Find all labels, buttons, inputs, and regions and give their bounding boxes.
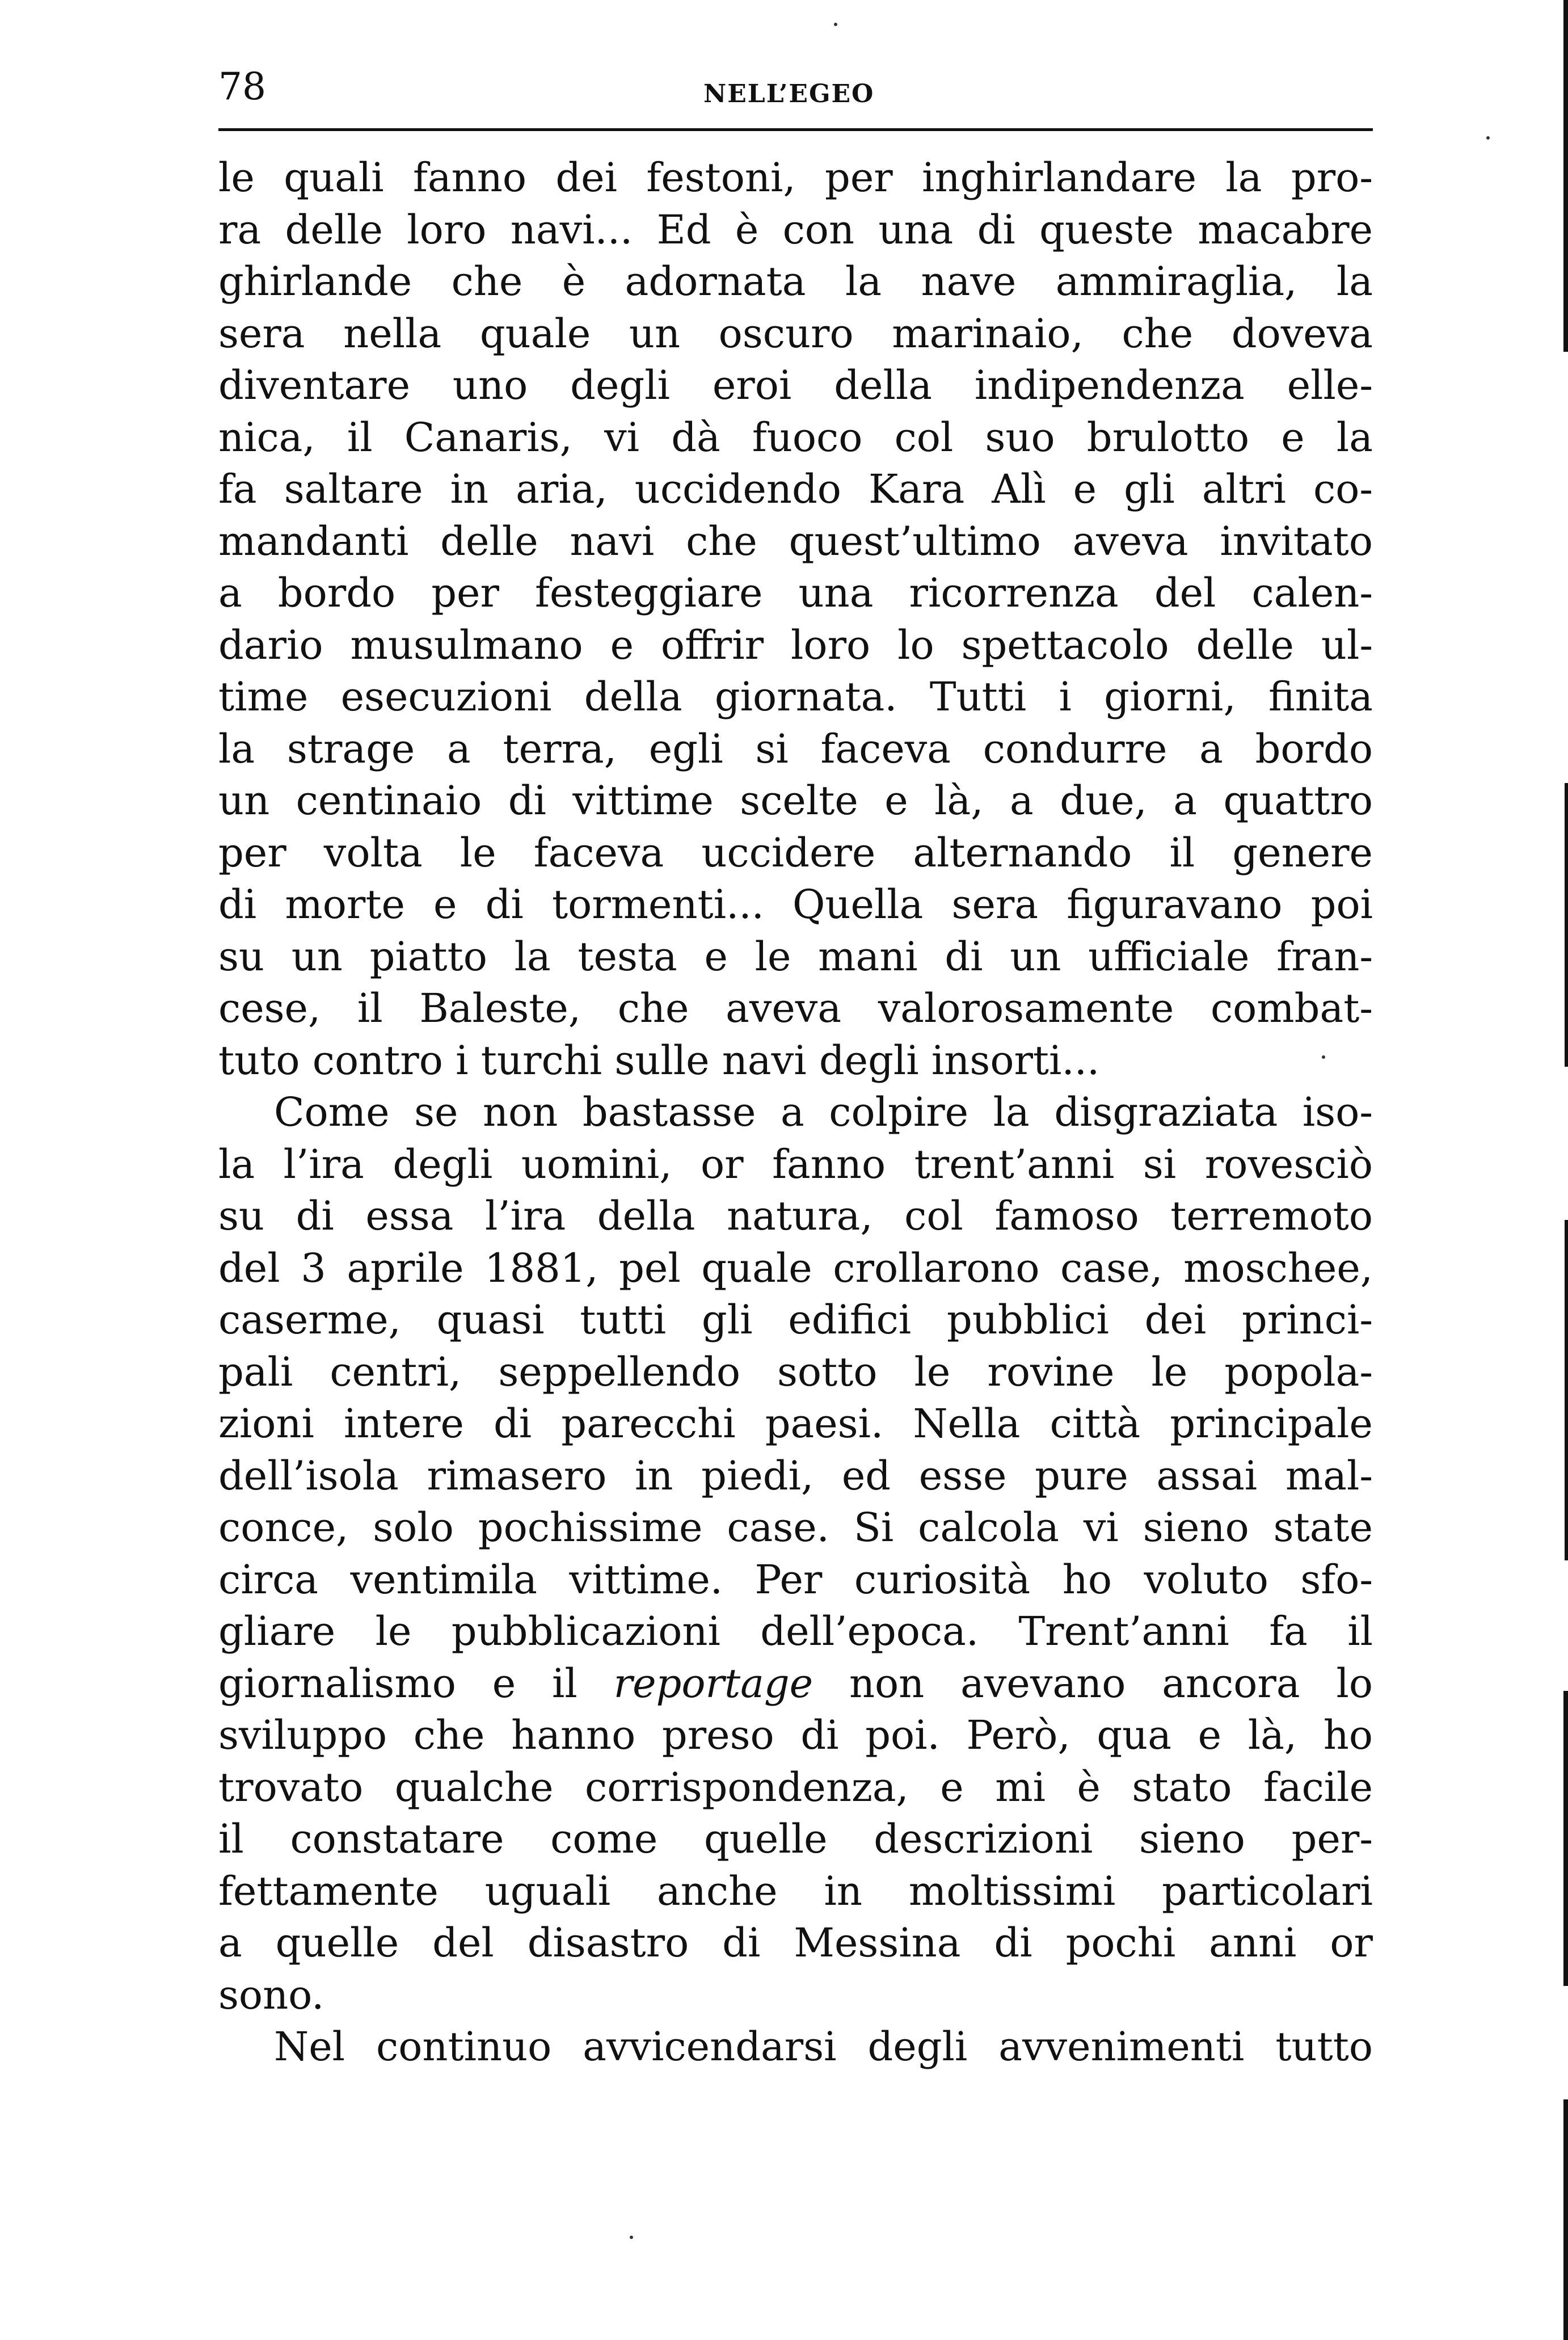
text-line: sviluppo che hanno preso di poi. Però, qua e là, ho [218, 1712, 1373, 1758]
text-line: dell’isola rimasero in piedi, ed esse pure assai mal- [218, 1452, 1373, 1499]
text-line: mandanti delle navi che quest’ultimo aveva invitato [218, 517, 1373, 565]
text-line: gliare le pubblicazioni dell’epoca. Trent’anni fa il [218, 1608, 1373, 1655]
page-header [218, 61, 1373, 129]
text-line: fettamente uguali anche in moltissimi particolari [218, 1867, 1373, 1914]
scan-edge-mark [1565, 1220, 1568, 1560]
text-line: ghirlande che è adornata la nave ammiraglia, la [218, 258, 1373, 305]
running-head: NELL’EGEO [703, 79, 875, 108]
text-line: del 3 aprile 1881, pel quale crollarono case, moschee, [218, 1244, 1373, 1291]
text-line: per volta le faceva uccidere alternando il genere [218, 829, 1373, 876]
scan-edge-mark [1563, 2099, 1568, 2340]
text-line: cese, il Baleste, che aveva valorosamente combat- [218, 985, 1373, 1032]
text-line: sono. [218, 1971, 324, 2018]
scan-speck [834, 23, 837, 26]
scan-edge-mark [1565, 783, 1568, 1067]
text-line: sera nella quale un oscuro marinaio, che doveva [218, 310, 1373, 357]
text-line: pali centri, seppellendo sotto le rovine le popola- [218, 1348, 1373, 1395]
text-line: il constatare come quelle descrizioni sieno per- [218, 1816, 1373, 1862]
text-line: su un piatto la testa e le mani di un ufficiale fran- [218, 933, 1373, 980]
scan-edge-mark [1563, 0, 1568, 352]
text-line: un centinaio di vittime scelte e là, a due, a quattro [218, 777, 1373, 824]
text-line: a bordo per festeggiare una ricorrenza del calen- [218, 570, 1373, 616]
text-line: diventare uno degli eroi della indipendenza elle- [218, 362, 1373, 409]
text-line [218, 1658, 1373, 1710]
text-line: la l’ira degli uomini, or fanno trent’anni si rovesciò [218, 1140, 1373, 1188]
text-line: ra delle loro navi... Ed è con una di queste macabre [218, 206, 1373, 253]
text-line: Come se non bastasse a colpire la disgraziata iso- [274, 1089, 1373, 1135]
page-number: 78 [218, 65, 266, 108]
text-line: a quelle del disastro di Messina di pochi anni or [218, 1920, 1373, 1966]
text-line: fa saltare in aria, uccidendo Kara Alì e gli altri co- [218, 466, 1373, 512]
text-segment: non avevano ancora lo [813, 1660, 1373, 1707]
text-line: di morte e di tormenti... Quella sera figuravano poi [218, 881, 1373, 928]
scan-speck [630, 2236, 633, 2239]
scan-speck [1486, 136, 1490, 140]
text-line: time esecuzioni della giornata. Tutti i giorni, finita [218, 674, 1373, 720]
header-rule [218, 128, 1373, 131]
text-line: zioni intere di parecchi paesi. Nella città principale [218, 1400, 1373, 1447]
text-line: tuto contro i turchi sulle navi degli insorti... [218, 1037, 1100, 1084]
body-text [218, 152, 1373, 2073]
text-line: le quali fanno dei festoni, per inghirlandare la pro- [218, 154, 1373, 201]
text-line: circa ventimila vittime. Per curiosità ho voluto sfo- [218, 1556, 1373, 1603]
text-line: caserme, quasi tutti gli edifici pubblici dei princi- [218, 1297, 1373, 1343]
scan-speck [1322, 1055, 1325, 1059]
italic-term: reportage [613, 1660, 813, 1707]
text-line: su di essa l’ira della natura, col famoso terremoto [218, 1193, 1373, 1239]
text-line: trovato qualche corrispondenza, e mi è stato facile [218, 1764, 1373, 1811]
text-line: dario musulmano e offrir loro lo spettacolo delle ul- [218, 621, 1373, 668]
text-segment: giornalismo e il [218, 1660, 614, 1707]
text-line: conce, solo pochissime case. Si calcola vi sieno state [218, 1504, 1373, 1551]
text-line: la strage a terra, egli si faceva condurre a bordo [218, 725, 1373, 772]
text-line: Nel continuo avvicendarsi degli avvenimenti tutto [274, 2023, 1373, 2070]
scan-edge-mark [1563, 1691, 1568, 1986]
text-line: nica, il Canaris, vi dà fuoco col suo brulotto e la [218, 414, 1373, 461]
